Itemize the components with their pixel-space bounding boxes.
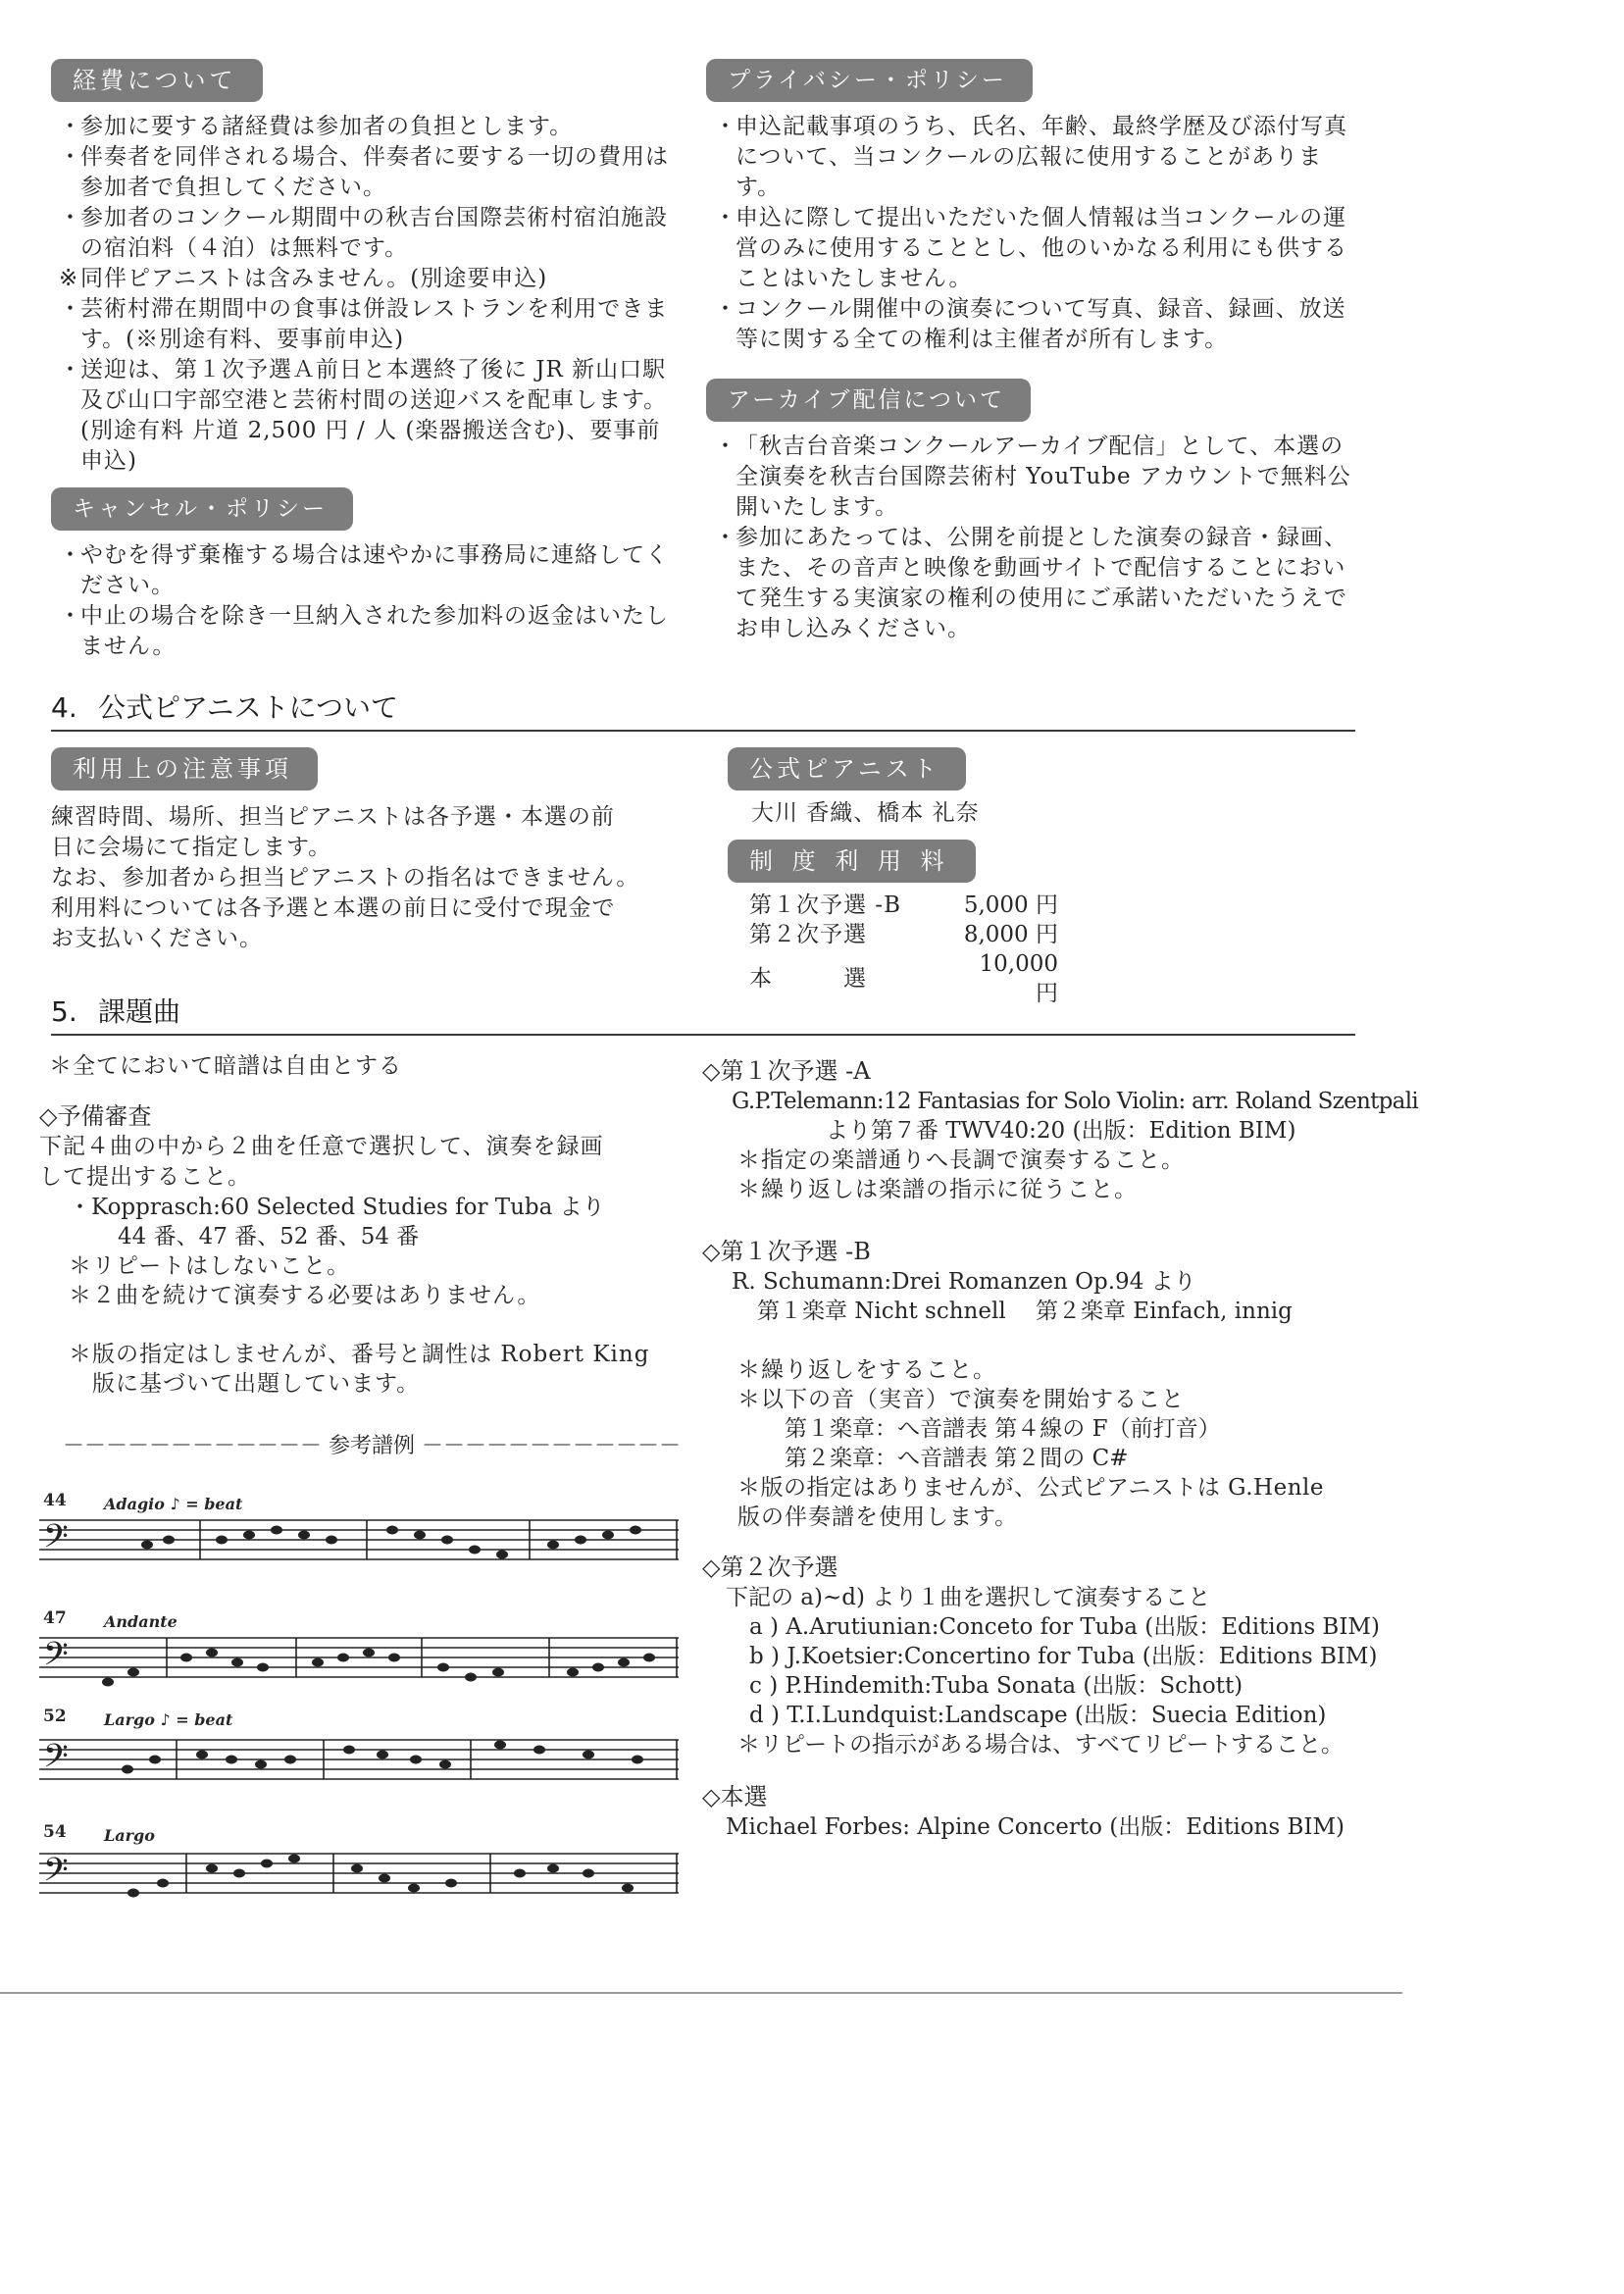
round1b-start-note: 第２楽章：へ音譜表 第２間の C# bbox=[785, 1446, 1129, 1471]
privacy-item bbox=[706, 203, 1353, 294]
final-heading: ◇本選 bbox=[702, 1783, 768, 1810]
archive-heading: アーカイブ配信について bbox=[706, 379, 1031, 422]
fee-row bbox=[749, 920, 1058, 949]
round1a-note: ＊指定の楽譜通りへ長調で演奏すること。 bbox=[737, 1147, 1185, 1173]
svg-text:𝄢: 𝄢 bbox=[43, 1636, 69, 1681]
costs-item bbox=[51, 203, 679, 264]
bullet-mark: ・ bbox=[714, 525, 737, 550]
staff-tempo: Adagio ♪ = beat bbox=[104, 1495, 243, 1513]
round2-heading: ◇第２次予選 bbox=[702, 1554, 838, 1581]
preliminary-heading: ◇予備審査 bbox=[39, 1102, 152, 1130]
usage-notes-line: お支払いください。 bbox=[51, 926, 263, 951]
bullet-mark: ・ bbox=[59, 114, 82, 139]
staff-number: 47 bbox=[43, 1608, 67, 1628]
section5-title: 課題曲 bbox=[98, 995, 181, 1028]
preliminary-section bbox=[39, 1051, 686, 1399]
archive-item-text: 「秋吉台音楽コンクールアーカイブ配信」として、本選の全演奏を秋吉台国際芸術村 YouTube アカウントで無料公開いたします。 bbox=[736, 433, 1351, 520]
privacy-item bbox=[706, 112, 1353, 203]
round2-option: b ) J.Koetsier:Concertino for Tuba (出版：Editions BIM) bbox=[749, 1644, 1378, 1669]
pianist-heading: 公式ピアニスト bbox=[728, 747, 966, 790]
bullet-mark: ・ bbox=[714, 205, 737, 230]
pianist-section bbox=[728, 747, 1375, 1008]
preliminary-line: して提出すること。 bbox=[39, 1164, 251, 1190]
fee-row bbox=[749, 891, 1058, 920]
round1b-edition-note: ＊版の指定はありませんが、公式ピアニストは G.Henle bbox=[737, 1475, 1324, 1501]
cancel-item-text: 中止の場合を除き一旦納入された参加料の返金はいたしません。 bbox=[80, 603, 669, 659]
section4-title: 公式ピアニストについて bbox=[98, 691, 399, 724]
usage-notes-line: 練習時間、場所、担当ピアニストは各予選・本選の前 bbox=[51, 804, 615, 830]
fee-label: 第２次予選 bbox=[749, 922, 867, 947]
bullet-mark: ・ bbox=[59, 205, 82, 230]
round1b-note: ＊以下の音（実音）で演奏を開始すること bbox=[737, 1387, 1185, 1412]
archive-item bbox=[706, 432, 1353, 523]
round1a-piece-detail: より第７番 TWV40:20 (出版：Edition BIM) bbox=[826, 1118, 1296, 1144]
fee-table bbox=[749, 891, 1058, 1008]
cancel-item-text: やむを得ず棄権する場合は速やかに事務局に連絡してください。 bbox=[80, 542, 669, 598]
score-staff-54 bbox=[39, 1844, 679, 1922]
archive-section bbox=[706, 379, 1353, 644]
round1b-movements: 第１楽章 Nicht schnell 第２楽章 Einfach, innig bbox=[757, 1299, 1293, 1324]
preliminary-note: ＊２曲を続けて演奏する必要はありません。 bbox=[69, 1283, 541, 1308]
round1b-heading: ◇第１次予選 -B bbox=[702, 1238, 871, 1265]
bullet-mark: ・ bbox=[59, 542, 82, 568]
fee-heading: 制 度 利 用 料 bbox=[728, 840, 976, 883]
score-caption: －－－－－－－－－－－－ 参考譜例 －－－－－－－－－－－－ bbox=[63, 1434, 681, 1458]
privacy-item-text: 申込に際して提出いただいた個人情報は当コンクールの運営のみに使用することとし、他のいかなる利用にも供することはいたしません。 bbox=[736, 205, 1347, 291]
usage-notes-line: 日に会場にて指定します。 bbox=[51, 835, 332, 860]
costs-item-text: 参加に要する諸経費は参加者の負担とします。 bbox=[80, 114, 574, 139]
privacy-item bbox=[706, 294, 1353, 355]
staff-number: 52 bbox=[43, 1707, 67, 1726]
costs-item-text: 伴奏者を同伴される場合、伴奏者に要する一切の費用は参加者で負担してください。 bbox=[80, 144, 669, 200]
cancel-heading: キャンセル・ポリシー bbox=[51, 487, 353, 531]
svg-text:𝄢: 𝄢 bbox=[43, 1852, 69, 1897]
costs-section bbox=[51, 59, 679, 477]
section5-number: 5. bbox=[51, 995, 77, 1028]
costs-item bbox=[51, 264, 679, 294]
costs-item-text: 芸術村滞在期間中の食事は併設レストランを利用できます。(※別途有料、要事前申込) bbox=[80, 296, 669, 352]
bullet-mark: ・ bbox=[714, 433, 737, 459]
costs-item-text: 同伴ピアニストは含みません。(別途要申込) bbox=[80, 266, 548, 291]
score-staff-47 bbox=[39, 1628, 679, 1707]
round2-option: a ) A.Arutiunian:Conceto for Tuba (出版：Editions BIM) bbox=[749, 1614, 1380, 1640]
memory-note: ＊全てにおいて暗譜は自由とする bbox=[49, 1053, 402, 1079]
bullet-mark: ・ bbox=[59, 357, 82, 382]
fee-amount: 10,000 円 bbox=[979, 951, 1058, 1006]
cancel-item bbox=[51, 601, 679, 662]
staff-tempo: Largo bbox=[104, 1826, 155, 1845]
cancel-list bbox=[51, 540, 679, 662]
round1b-note: ＊繰り返しをすること。 bbox=[737, 1357, 996, 1383]
pianist-names: 大川 香織、橋本 礼奈 bbox=[751, 800, 980, 826]
fee-label: 本 選 bbox=[749, 966, 867, 992]
round2-note: ＊リピートの指示がある場合は、すべてリピートすること。 bbox=[737, 1732, 1345, 1758]
bullet-mark: ※ bbox=[59, 266, 79, 291]
preliminary-note: ＊リピートはしないこと。 bbox=[69, 1253, 351, 1279]
section4-number: 4. bbox=[51, 691, 77, 724]
bullet-mark: ・ bbox=[59, 296, 82, 322]
round1b-piece: R. Schumann:Drei Romanzen Op.94 より bbox=[732, 1269, 1196, 1295]
privacy-heading: プライバシー・ポリシー bbox=[706, 59, 1033, 102]
fee-label: 第１次予選 -B bbox=[749, 892, 901, 918]
costs-item bbox=[51, 355, 679, 477]
privacy-section bbox=[706, 59, 1353, 355]
preliminary-edition-note: 版に基づいて出題しています。 bbox=[92, 1371, 421, 1397]
costs-item bbox=[51, 142, 679, 203]
privacy-item-text: コンクール開催中の演奏について写真、録音、録画、放送等に関する全ての権利は主催者が所有します。 bbox=[736, 296, 1346, 352]
round1a-piece: G.P.Telemann:12 Fantasias for Solo Violin: arr. Roland Szentpali bbox=[732, 1089, 1419, 1114]
archive-list bbox=[706, 432, 1353, 644]
archive-item-text: 参加にあたっては、公開を前提とした演奏の録音・録画、また、その音声と映像を動画サイトで配信することにおいて発生する実演家の権利の使用にご承諾いただいたうえでお申し込みください。 bbox=[736, 525, 1347, 641]
section5-heading bbox=[51, 994, 1355, 1036]
round2-option: d ) T.I.Lundquist:Landscape (出版：Suecia Edition) bbox=[749, 1703, 1327, 1728]
costs-item bbox=[51, 294, 679, 355]
archive-item bbox=[706, 523, 1353, 644]
privacy-item-text: 申込記載事項のうち、氏名、年齢、最終学歴及び添付写真について、当コンクールの広報に使用することがあります。 bbox=[736, 114, 1347, 200]
bullet-mark: ・ bbox=[59, 603, 82, 629]
costs-list bbox=[51, 112, 679, 477]
preliminary-line: 下記４曲の中から２曲を任意で選択して、演奏を録画 bbox=[39, 1134, 604, 1159]
score-staff-52 bbox=[39, 1730, 679, 1809]
round1b-edition-note: 版の伴奏譜を使用します。 bbox=[737, 1504, 1019, 1530]
section4-heading bbox=[51, 690, 1355, 732]
round1a-heading: ◇第１次予選 -A bbox=[702, 1057, 871, 1085]
bottom-rule bbox=[0, 1992, 1402, 1994]
privacy-list bbox=[706, 112, 1353, 355]
cancel-item bbox=[51, 540, 679, 601]
bullet-mark: ・ bbox=[714, 296, 737, 322]
bullet-mark: ・ bbox=[714, 114, 737, 139]
usage-notes-text bbox=[51, 802, 679, 954]
svg-text:𝄢: 𝄢 bbox=[43, 1518, 69, 1563]
cancel-section bbox=[51, 487, 679, 662]
preliminary-edition-note: ＊版の指定はしませんが、番号と調性は Robert King bbox=[69, 1342, 650, 1367]
costs-heading: 経費について bbox=[51, 59, 263, 102]
round1b-start-note: 第１楽章：へ音譜表 第４線の F（前打音） bbox=[785, 1416, 1221, 1442]
staff-number: 44 bbox=[43, 1491, 67, 1510]
costs-item-text: 送迎は、第１次予選Ａ前日と本選終了後に JR 新山口駅及び山口宇部空港と芸術村間の送迎バスを配車します。(別途有料 片道 2,500 円 / 人 (楽器搬送含む)、要事前申込) bbox=[80, 357, 668, 474]
fee-amount: 5,000 円 bbox=[963, 892, 1058, 918]
bullet-mark: ・ bbox=[59, 144, 82, 170]
preliminary-numbers: 44 番、47 番、52 番、54 番 bbox=[118, 1224, 420, 1249]
staff-tempo: Largo ♪ = beat bbox=[104, 1710, 233, 1729]
fee-amount: 8,000 円 bbox=[963, 922, 1058, 947]
preliminary-piece: ・Kopprasch:60 Selected Studies for Tuba より bbox=[69, 1195, 605, 1220]
costs-item-text: 参加者のコンクール期間中の秋吉台国際芸術村宿泊施設の宿泊料（４泊）は無料です。 bbox=[80, 205, 669, 261]
svg-text:𝄢: 𝄢 bbox=[43, 1738, 69, 1783]
usage-notes-line: 利用料については各予選と本選の前日に受付で現金で bbox=[51, 895, 616, 921]
usage-notes-section bbox=[51, 747, 679, 954]
usage-notes-line: なお、参加者から担当ピアニストの指名はできません。 bbox=[51, 865, 640, 891]
final-piece: Michael Forbes: Alpine Concerto (出版：Editions BIM) bbox=[726, 1814, 1345, 1840]
competition-rounds bbox=[702, 1055, 1419, 1842]
round2-option: c ) P.Hindemith:Tuba Sonata (出版：Schott) bbox=[749, 1673, 1243, 1699]
round1a-note: ＊繰り返しは楽譜の指示に従うこと。 bbox=[737, 1177, 1138, 1202]
staff-number: 54 bbox=[43, 1822, 67, 1842]
costs-item bbox=[51, 112, 679, 142]
staff-tempo: Andante bbox=[104, 1612, 178, 1631]
round2-intro: 下記の a)~d) より１曲を選択して演奏すること bbox=[726, 1585, 1211, 1610]
score-staff-44 bbox=[39, 1510, 679, 1589]
usage-notes-heading: 利用上の注意事項 bbox=[51, 747, 318, 790]
